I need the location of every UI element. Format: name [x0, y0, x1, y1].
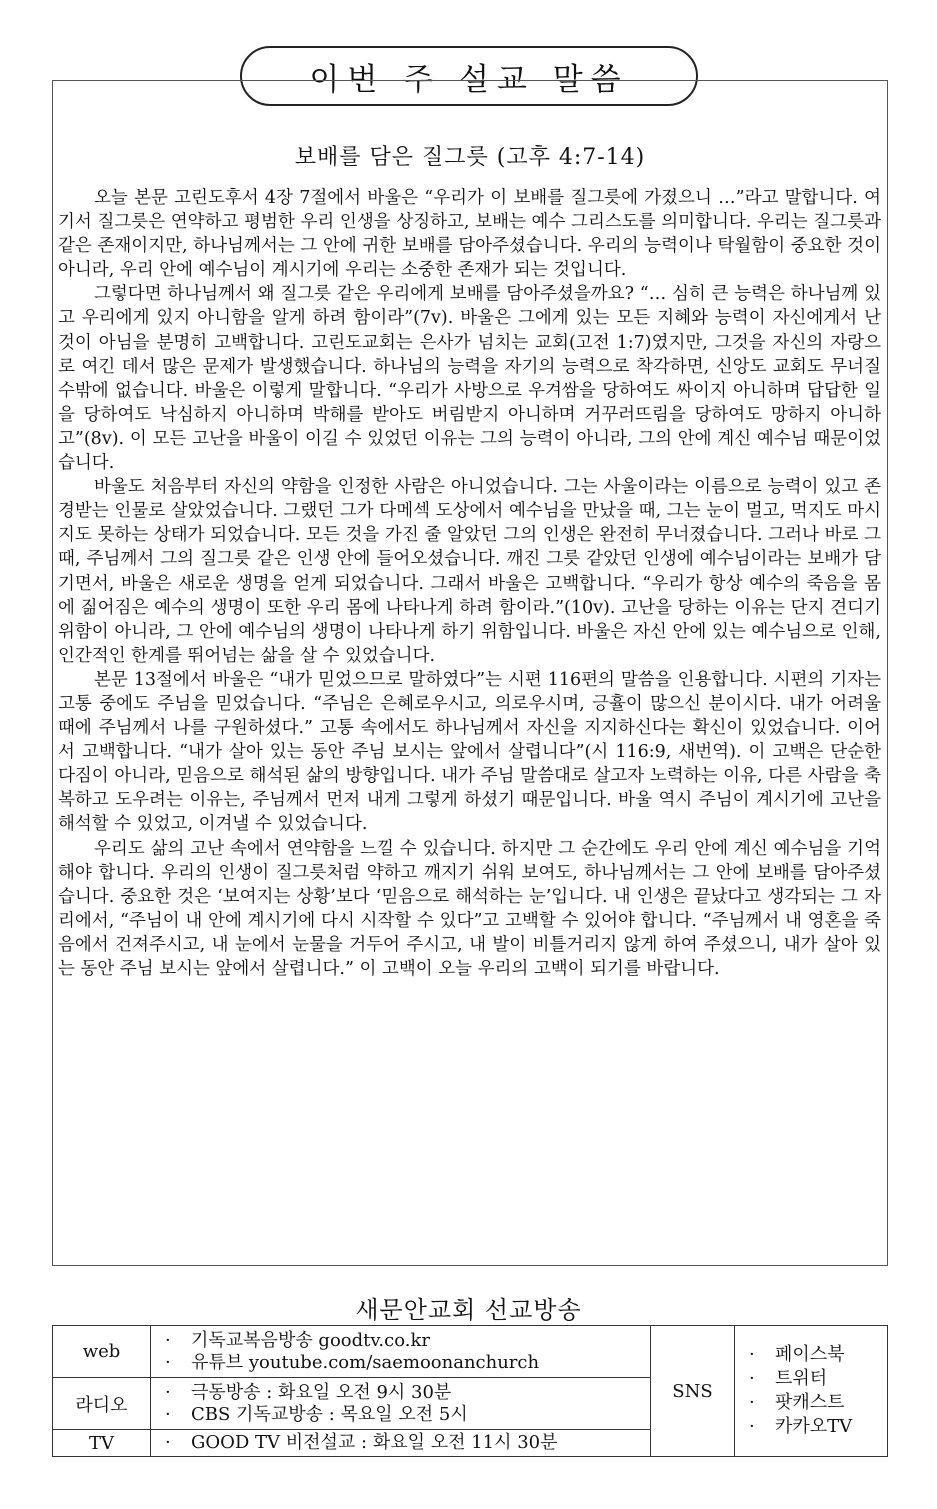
sermon-paragraph-4: 본문 13절에서 바울은 “내가 믿었으므로 말하였다”는 시편 116편의 말씀을 인용합니다. 시편의 기자는 고통 중에도 주님을 믿었습니다. “주님은 은혜로우시고, 의로우시며, 긍휼이 많으신 분이시다. 내가 어려울 때에 주님께서 나를 구원하셨다.” 고통 속에서도 하나님께서 자신을 지지하신다는 확신이 있었습니다. 이어서 고백합니다. “내가 살아 있는 동안 주님 보시는 앞에서 살렵니다”(시 116:9, 새번역). 이 고백은 단순한 다짐이 아니라, 믿음으로 해석된 삶의 방향입니다. 내가 주님 말씀대로 살고자 노력하는 이유, 다른 사람을 축복하고 도우려는 이유는, 주님께서 먼저 내게 그렇게 하셨기 때문입니다. 바울 역시 주님이 계시기에 고난을 해석할 수 있었고, 이겨낼 수 있었습니다. [58, 669, 881, 835]
sns-item-kakaotv[interactable]: 카카오TV [775, 1416, 853, 1437]
list-item [749, 1391, 887, 1415]
sermon-title: 보배를 담은 질그릇 (고후 4:7-14) [294, 145, 646, 170]
broadcast-table [52, 1325, 888, 1457]
radio-label: 라디오 [53, 1378, 151, 1430]
tv-item-goodtv: GOOD TV 비전설교 : 화요일 오전 11시 30분 [191, 1432, 558, 1454]
bullet: · [165, 1432, 171, 1454]
web-item-youtube[interactable]: 유튜브 youtube.com/saemoonanchurch [191, 1351, 540, 1373]
tv-content [151, 1430, 651, 1457]
list-item [749, 1343, 887, 1367]
bullet: · [749, 1368, 755, 1389]
radio-item-cbs: CBS 기독교방송 : 목요일 오전 5시 [191, 1403, 468, 1425]
sermon-paragraph-1: 오늘 본문 고린도후서 4장 7절에서 바울은 “우리가 이 보배를 질그릇에 가졌으니 …”라고 말합니다. 여기서 질그릇은 연약하고 평범한 우리 인생을 상징하고, 보배는 예수 그리스도를 의미합니다. 우리는 질그릇과 같은 존재이지만, 하나님께서는 그 안에 귀한 보배를 담아주셨습니다. 우리의 능력이나 탁월함이 중요한 것이 아니라, 우리 안에 예수님이 계시기에 우리는 소중한 존재가 되는 것입니다. [58, 188, 881, 281]
page-title: 이번 주 설교 말씀 [240, 46, 698, 106]
sns-label: SNS [651, 1326, 735, 1457]
sermon-body [58, 186, 881, 981]
sermon-paragraph-2: 그렇다면 하나님께서 왜 질그릇 같은 우리에게 보배를 담아주셨을까요? “… 심히 큰 능력은 하나님께 있고 우리에게 있지 아니함을 알게 하려 함이라”(7v). 바울은 그에게 있는 모든 지혜와 능력이 자신에게서 난 것이 아님을 분명히 고백합니다. 고린도교회는 은사가 넘치는 교회(고전 1:7)였지만, 그것을 자신의 자랑으로 여긴 데서 많은 문제가 발생했습니다. 하나님의 능력을 자기의 능력으로 착각하면, 신앙도 교회도 무너질 수밖에 없습니다. 바울은 이렇게 말합니다. “우리가 사방으로 우겨쌈을 당하여도 싸이지 아니하며 답답한 일을 당하여도 낙심하지 아니하며 박해를 받아도 버림받지 아니하며 거꾸러뜨림을 당하여도 망하지 아니하고”(8v). 이 모든 고난을 바울이 이길 수 있었던 이유는 그의 능력이 아니라, 그의 안에 계신 예수님 때문이었습니다. [58, 284, 881, 474]
sns-item-podcast[interactable]: 팟캐스트 [775, 1392, 845, 1413]
list-item [165, 1432, 650, 1454]
list-item [165, 1330, 650, 1352]
sns-list [735, 1326, 888, 1457]
bullet: · [749, 1392, 755, 1413]
radio-item-febc: 극동방송 : 화요일 오전 9시 30분 [191, 1381, 452, 1403]
web-label: web [53, 1326, 151, 1378]
sns-item-twitter[interactable]: 트위터 [775, 1368, 828, 1389]
bullet: · [165, 1351, 171, 1373]
sns-item-facebook[interactable]: 페이스북 [775, 1344, 845, 1365]
web-content [151, 1326, 651, 1378]
radio-content [151, 1378, 651, 1430]
list-item [749, 1367, 887, 1391]
broadcast-title: 새문안교회 선교방송 [355, 1296, 582, 1324]
list-item [749, 1415, 887, 1439]
bullet: · [749, 1344, 755, 1365]
web-item-goodtv[interactable]: 기독교복음방송 goodtv.co.kr [191, 1329, 430, 1351]
sermon-paragraph-5: 우리도 삶의 고난 속에서 연약함을 느낄 수 있습니다. 하지만 그 순간에도 우리 안에 계신 예수님을 기억해야 합니다. 우리의 인생이 질그릇처럼 약하고 깨지기 쉬워 보여도, 하나님께서는 그 안에 보배를 담아주셨습니다. 중요한 것은 ‘보여지는 상황’보다 ‘믿음으로 해석하는 눈’입니다. 내 인생은 끝났다고 생각되는 그 자리에서, “주님이 내 안에 계시기에 다시 시작할 수 있다”고 고백할 수 있어야 합니다. “주님께서 내 영혼을 죽음에서 건져주시고, 내 눈에서 눈물을 거두어 주시고, 내 발이 비틀거리지 않게 하여 주셨으니, 내가 살아 있는 동안 주님 보시는 앞에서 살렵니다.” 이 고백이 오늘 우리의 고백이 되기를 바랍니다. [58, 838, 881, 979]
tv-label: TV [53, 1430, 151, 1457]
bullet: · [165, 1403, 171, 1425]
list-item [165, 1404, 650, 1426]
sermon-paragraph-3: 바울도 처음부터 자신의 약함을 인정한 사람은 아니었습니다. 그는 사울이라는 이름으로 능력이 있고 존경받는 인물로 살았었습니다. 그랬던 그가 다메섹 도상에서 예수님을 만났을 때, 그는 눈이 멀고, 먹지도 마시지도 못하는 상태가 되었습니다. 모든 것을 가진 줄 알았던 그의 인생은 완전히 무너졌습니다. 그러나 바로 그때, 주님께서 그의 질그릇 같은 인생 안에 들어오셨습니다. 깨진 그릇 같았던 인생에 예수님이라는 보배가 담기면서, 바울은 새로운 생명을 얻게 되었습니다. 그래서 바울은 고백합니다. “우리가 항상 예수의 죽음을 몸에 짊어짐은 예수의 생명이 또한 우리 몸에 나타나게 하려 함이라.”(10v). 고난을 당하는 이유는 단지 견디기 위함이 아니라, 그 안에 예수님의 생명이 나타나게 하기 위함입니다. 바울은 자신 안에 있는 예수님으로 인해, 인간적인 한계를 뛰어넘는 삶을 살 수 있었습니다. [58, 477, 881, 666]
list-item [165, 1382, 650, 1404]
broadcast-row-web [53, 1326, 888, 1378]
list-item [165, 1352, 650, 1374]
bullet: · [749, 1416, 755, 1437]
bullet: · [165, 1381, 171, 1403]
bullet: · [165, 1329, 171, 1351]
